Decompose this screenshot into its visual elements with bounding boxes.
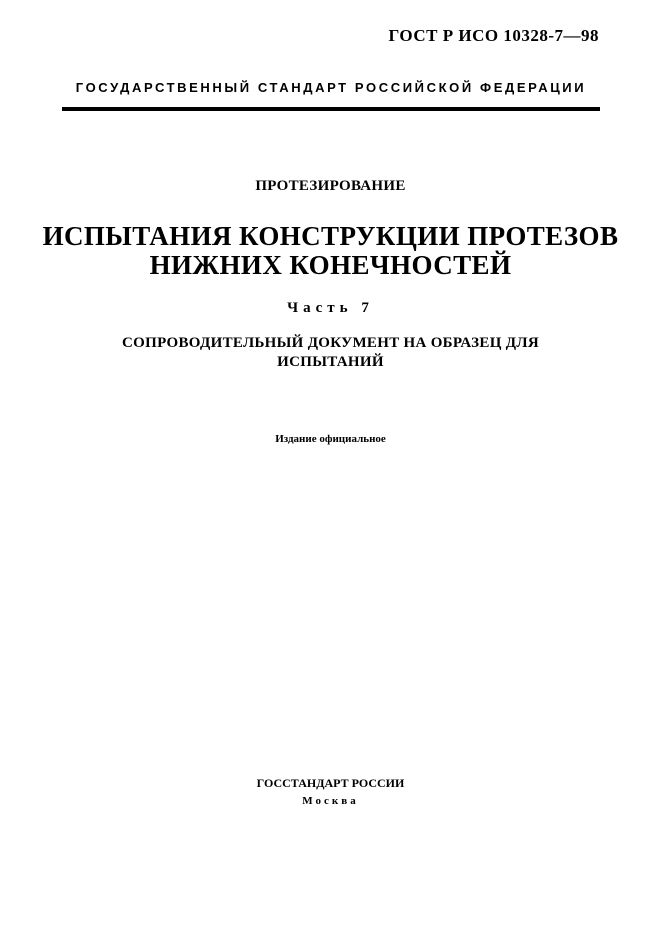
main-title (40, 222, 621, 280)
edition-note: Издание официальное (275, 433, 386, 445)
header-rule-divider (62, 107, 600, 111)
part-title-line-1: СОПРОВОДИТЕЛЬНЫЙ ДОКУМЕНТ НА ОБРАЗЕЦ ДЛЯ (122, 335, 539, 351)
main-title-line-1: ИСПЫТАНИЯ КОНСТРУКЦИИ ПРОТЕЗОВ (42, 221, 619, 251)
part-label: Часть 7 (287, 300, 374, 316)
main-title-line-2: НИЖНИХ КОНЕЧНОСТЕЙ (149, 250, 512, 280)
part-title (40, 334, 621, 372)
agency-header: ГОСУДАРСТВЕННЫЙ СТАНДАРТ РОССИЙСКОЙ ФЕДЕРАЦИИ (75, 80, 587, 95)
document-code: ГОСТ Р ИСО 10328-7—98 (388, 26, 599, 45)
publisher: ГОССТАНДАРТ РОССИИ (256, 776, 405, 790)
part-title-line-2: ИСПЫТАНИЙ (277, 354, 384, 370)
subject-heading: ПРОТЕЗИРОВАНИЕ (255, 178, 406, 194)
publication-city: Москва (302, 795, 359, 807)
